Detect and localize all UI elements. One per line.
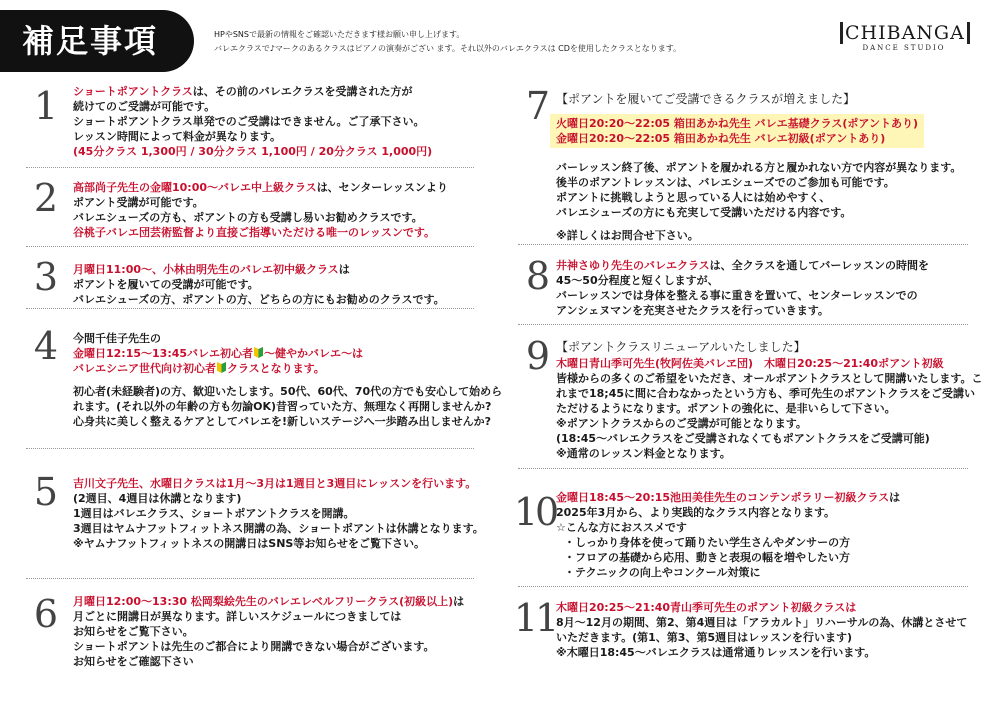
body-text: アンシェヌマンを充実させたクラスを行っていきます。 <box>556 304 829 317</box>
body-text: 今間千佳子先生の <box>73 332 161 345</box>
note-line <box>556 356 982 371</box>
logo-sub: DANCE STUDIO <box>862 44 946 52</box>
emphasis-text: バレエシニア世代向け初心者 <box>73 362 216 375</box>
body-text: 3週目はヤムナフットフィットネス開講の為、ショートポアントは休講となります。 <box>73 522 484 535</box>
note-line <box>73 210 448 225</box>
body-text: ・テクニックの向上やコンクール対策に <box>564 566 761 579</box>
note-number: 6 <box>33 592 59 636</box>
body-text: れまで18;45に間に合わなかったという方も、季可先生のポアントクラスをご受講い <box>556 387 976 400</box>
note-number: 9 <box>525 334 551 378</box>
emphasis-text: 谷桃子バレエ団芸術監督より直接ご指導いただける唯一のレッスンです。 <box>73 226 436 239</box>
body-text: は、全クラスを通してバーレッスンの時間を <box>709 259 930 272</box>
section-divider <box>518 468 968 469</box>
body-text: ※ヤムナフットフィットネスの開講日はSNS等お知らせをご覧下さい。 <box>73 537 425 550</box>
line-gap <box>556 220 961 228</box>
body-text: (2週目、4週目は休講となります) <box>73 492 242 505</box>
header-note: バレエクラスで♪マークのあるクラスはピアノの演奏がござい ます。それ以外のバレエクラスは CDを使用したクラスとなります。 <box>214 44 682 53</box>
note-line <box>73 361 502 376</box>
note-body <box>73 476 484 551</box>
note-line <box>556 258 929 273</box>
note-line <box>73 195 448 210</box>
note-body <box>556 490 900 580</box>
emphasis-text: (45分クラス 1,300円 / 30分クラス 1,100円 / 20分クラス 1,000円) <box>73 145 433 158</box>
note-line <box>556 160 961 175</box>
body-text: 2025年3月から、より実践的なクラス内容となります。 <box>556 506 836 519</box>
note-body <box>556 600 967 660</box>
highlight-line: 火曜日20:20～22:05 箱田あかね先生 バレエ基礎クラス(ポアントあり) <box>556 117 918 130</box>
body-text: は <box>453 595 465 608</box>
note-body <box>556 338 982 461</box>
note-heading: 【ポアントを履いてご受講できるクラスが増えました】 <box>556 92 856 106</box>
note-number: 4 <box>33 324 59 368</box>
emphasis-text: 吉川文子先生、水曜日クラスは1月～3月は1週目と3週目にレッスンを行います。 <box>73 477 477 490</box>
note-line <box>556 615 967 630</box>
note-line <box>556 175 961 190</box>
header-note: HPやSNSで最新の情報をご確認いただきます様お願い申し上げます。 <box>214 30 465 39</box>
body-text: バーレッスン終了後、ポアントを履かれる方と履かれない方で内容が異なります。 <box>556 161 962 174</box>
header-notes <box>214 28 681 56</box>
note-line <box>73 654 464 669</box>
note-line <box>556 505 900 520</box>
body-text: バレエシューズの方、ポアントの方、どちらの方にもお勧めのクラスです。 <box>73 293 445 306</box>
note-line <box>73 225 448 240</box>
note-line <box>556 371 982 386</box>
note-line <box>556 416 982 431</box>
page-title: 補足事項 <box>22 22 159 60</box>
section-divider <box>26 246 474 247</box>
note-line <box>73 292 445 307</box>
body-text: ショートポアントクラス単発でのご受講はできません。ご了承下さい。 <box>73 115 425 128</box>
note-line <box>73 639 464 654</box>
beginner-mark-icon <box>217 362 226 373</box>
note-body <box>73 331 502 429</box>
note-line <box>73 521 484 536</box>
emphasis-text: 井神さゆり先生のバレエクラス <box>556 259 710 272</box>
highlight-line: 金曜日20:20～22:05 箱田あかね先生 バレエ初級(ポアントあり) <box>556 132 886 145</box>
note-number: 2 <box>33 176 59 220</box>
note-line <box>556 520 900 535</box>
note-line <box>73 262 445 277</box>
note-line <box>556 228 961 243</box>
note-line <box>556 565 900 580</box>
body-text: 初心者(未経験者)の方、歓迎いたします。50代、60代、70代の方でも安心して始めら <box>73 385 503 398</box>
note-line <box>556 303 929 318</box>
section-divider <box>518 586 968 587</box>
note-line <box>556 190 961 205</box>
body-text: ポアント受講が可能です。 <box>73 196 204 209</box>
emphasis-text: ショートポアントクラス <box>73 85 193 98</box>
note-line <box>73 594 464 609</box>
body-text: いただきます。(第1、第3、第5週目はレッスンを行います) <box>556 631 853 644</box>
note-line <box>73 624 464 639</box>
body-text: バーレッスンでは身体を整える事に重きを置いて、センターレッスンでの <box>556 289 918 302</box>
body-text: は <box>338 263 350 276</box>
note-body <box>556 90 961 243</box>
body-text: は、その前のバレエクラスを受講された方が <box>192 85 413 98</box>
note-line <box>73 414 502 429</box>
note-number: 5 <box>33 470 59 514</box>
body-text: ※ポアントクラスからのご受講が可能となります。 <box>556 417 807 430</box>
section-divider <box>26 448 474 449</box>
header-tab <box>0 10 194 72</box>
body-text: ・しっかり身体を使って踊りたい学生さんやダンサーの方 <box>564 536 851 549</box>
body-text: ポアントに挑戦しようと思っている人には始めやすく、 <box>556 191 831 204</box>
note-line <box>73 346 502 361</box>
body-text: 続けてのご受講が可能です。 <box>73 100 216 113</box>
note-line <box>73 114 432 129</box>
note-line <box>556 273 929 288</box>
emphasis-text: 木曜日青山季可先生(牧阿佐美バレヱ団) 木曜日20:25～21:40ポアント初級 <box>556 357 944 370</box>
note-line <box>556 535 900 550</box>
note-number: 7 <box>525 84 551 128</box>
body-text: ※詳しくはお問合せ下さい。 <box>556 229 699 242</box>
beginner-mark-icon <box>254 347 263 358</box>
body-text: 8月～12月の期間、第2、第4週目は「アラカルト」リハーサルの為、休講とさせて <box>556 616 968 629</box>
note-number: 11 <box>513 596 557 640</box>
note-line <box>556 446 982 461</box>
studio-logo <box>840 22 968 56</box>
section-divider <box>26 578 474 579</box>
emphasis-text: 月曜日12:00～13:30 松岡梨絵先生のバレエレベルフリークラス(初級以上) <box>73 595 454 608</box>
note-line <box>73 180 448 195</box>
body-text: ※木曜日18:45～バレエクラスは通常通りレッスンを行います。 <box>556 646 876 659</box>
body-text: ただけるようになります。ポアントの強化に、是非いらして下さい。 <box>556 402 896 415</box>
section-divider <box>26 308 474 309</box>
section-divider <box>518 324 968 325</box>
body-text: バレエシューズの方にも充実して受講いただける内容です。 <box>556 206 852 219</box>
note-line <box>556 490 900 505</box>
body-text: は、センターレッスンより <box>316 181 448 194</box>
note-line <box>556 630 967 645</box>
emphasis-text: 月曜日11:00～、小林由明先生のバレエ初中級クラス <box>73 263 339 276</box>
note-line <box>73 277 445 292</box>
note-line <box>73 331 502 346</box>
body-text: 45～50分程度と短くしますが、 <box>556 274 719 287</box>
body-text: (18:45～バレエクラスをご受講されなくてもポアントクラスをご受講可能) <box>556 432 930 445</box>
logo-main: CHIBANGA <box>840 22 970 44</box>
emphasis-text: クラスとなります。 <box>227 362 325 375</box>
note-line <box>73 129 432 144</box>
note-line <box>556 401 982 416</box>
note-line <box>556 431 982 446</box>
note-line <box>556 645 967 660</box>
note-line <box>73 84 432 99</box>
note-body <box>73 594 464 669</box>
note-line <box>73 491 484 506</box>
note-line <box>73 536 484 551</box>
note-body <box>556 258 929 318</box>
note-line <box>73 399 502 414</box>
note-line <box>73 609 464 624</box>
body-text: 月ごとに開講日が異なります。詳しいスケジュールにつきましては <box>73 610 402 623</box>
note-heading: 【ポアントクラスリニューアルいたしました】 <box>556 340 806 354</box>
note-line <box>73 384 502 399</box>
note-line <box>556 600 967 615</box>
body-text: 1週目はバレエクラス、ショートポアントクラスを開講。 <box>73 507 355 520</box>
body-text: お知らせをご確認下さい <box>73 655 194 668</box>
body-text: お知らせをご覧下さい。 <box>73 625 194 638</box>
note-number: 3 <box>33 255 59 299</box>
note-line <box>73 99 432 114</box>
note-line <box>556 288 929 303</box>
emphasis-text: ～健やかバレエ～は <box>264 347 364 360</box>
note-number: 8 <box>525 254 551 298</box>
note-line <box>556 205 961 220</box>
highlight-box <box>550 114 924 148</box>
section-divider <box>518 244 968 245</box>
body-text: は <box>889 491 901 504</box>
body-text: ショートポアントは先生のご都合により開講できない場合がございます。 <box>73 640 435 653</box>
body-text: 心身共に美しく整えるケアとしてバレエを!新しいステージへ一歩踏み出しませんか? <box>73 415 491 428</box>
note-body <box>73 84 432 159</box>
note-line <box>73 144 432 159</box>
emphasis-text: 木曜日20:25～21:40青山季可先生のポアント初級クラスは <box>556 601 857 614</box>
note-line <box>73 476 484 491</box>
note-line <box>556 550 900 565</box>
body-text: ポアントを履いての受講が可能です。 <box>73 278 259 291</box>
note-line <box>556 386 982 401</box>
note-body <box>73 180 448 240</box>
note-line <box>73 506 484 521</box>
body-text: 皆様からの多くのご希望をいただき、オールポアントクラスとして開講いたします。こ <box>556 372 983 385</box>
body-text: ※通常のレッスン料金となります。 <box>556 447 731 460</box>
note-number: 1 <box>33 84 59 128</box>
section-divider <box>26 167 474 168</box>
emphasis-text: 金曜日18:45～20:15池田美佳先生のコンテンポラリー初級クラス <box>556 491 890 504</box>
body-text: ☆こんな方におススメです <box>556 521 687 534</box>
body-text: ・フロアの基礎から応用、動きと表現の幅を増やしたい方 <box>564 551 850 564</box>
body-text: バレエシューズの方も、ポアントの方も受講し易いお勧めクラスです。 <box>73 211 423 224</box>
emphasis-text: 金曜日12:15～13:45バレエ初心者 <box>73 347 254 360</box>
body-text: 後半のポアントレッスンは、バレエシューズでのご参加も可能です。 <box>556 176 895 189</box>
note-body <box>73 262 445 307</box>
note-number: 10 <box>513 490 557 534</box>
line-gap <box>73 376 502 384</box>
body-text: れます。(それ以外の年齢の方も勿論OK)昔習っていた方、無理なく再開しませんか? <box>73 400 492 413</box>
body-text: レッスン時間によって料金が異なります。 <box>73 130 282 143</box>
emphasis-text: 高部尚子先生の金曜10:00～バレエ中上級クラス <box>73 181 317 194</box>
